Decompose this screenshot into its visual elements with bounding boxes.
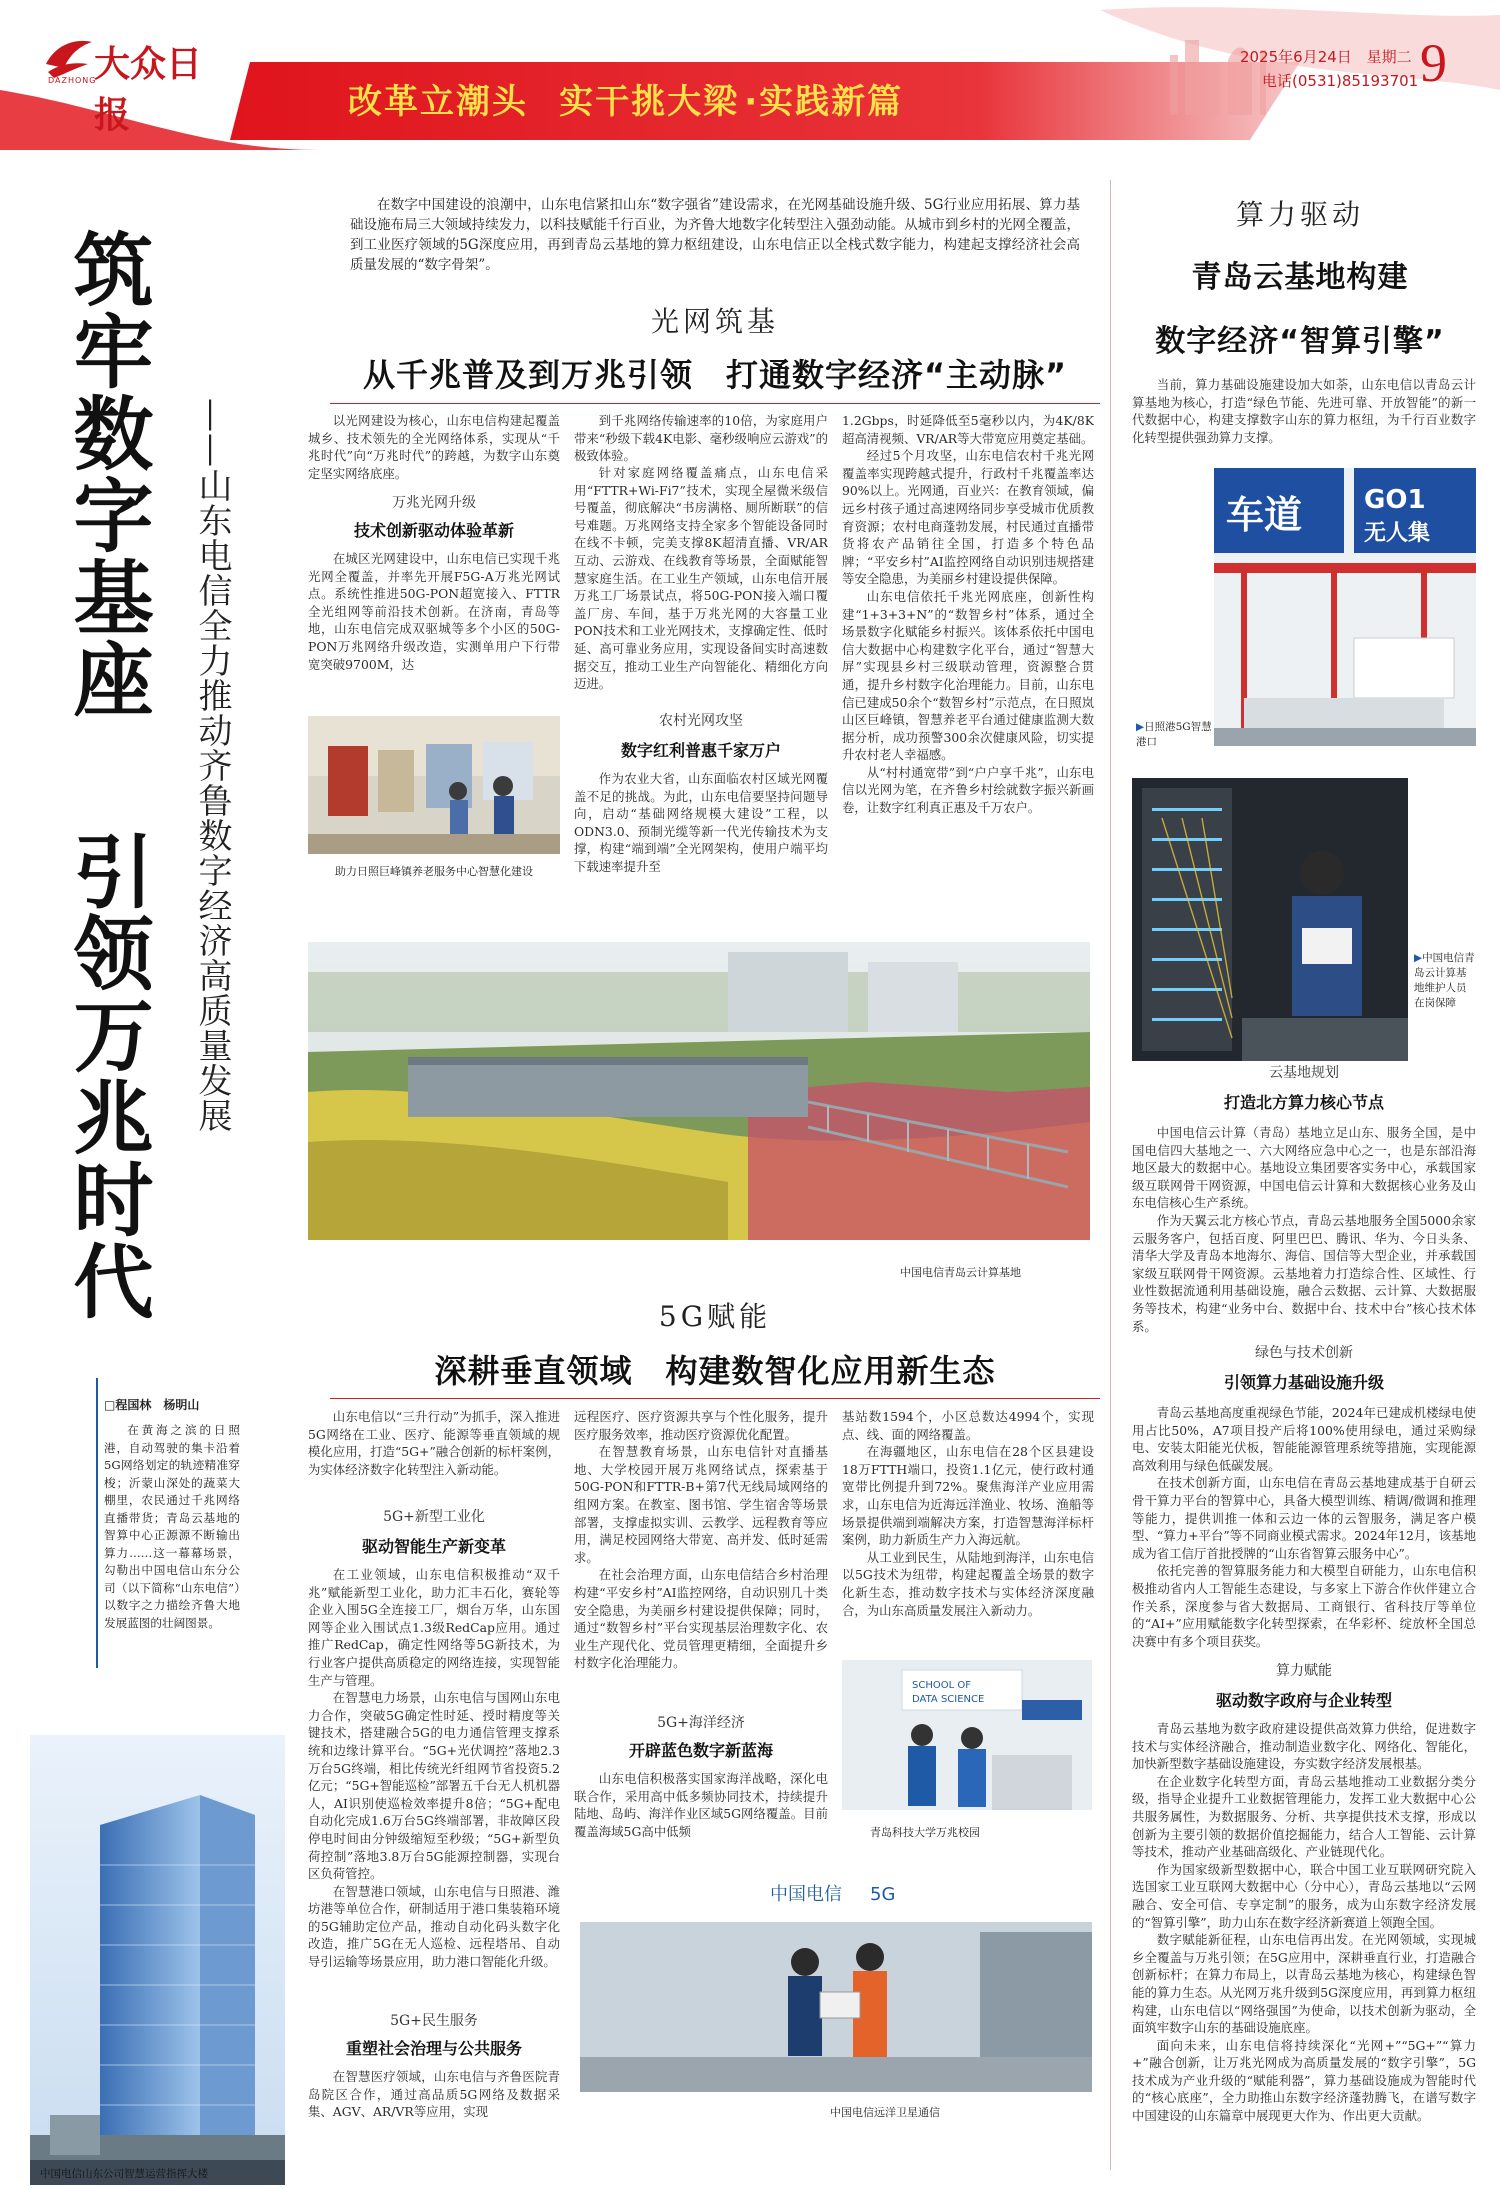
s1-para: 山东电信依托千兆光网底座，创新性构建“1+3+3+N”的“数智乡村”体系，通过全场景数字化赋能乡村振兴。该体系依托中国电信大数据中心构建数字化平台，通过“智慧大屏”实现县乡村三级联动管理，资源整合贯通，提升乡村数字化治理能力。目前，山东电信已建成50余个“数智乡村”示范点，在日照岚山区巨峰镇，智慧养老平台通过健康监测大数据分析，成功预警300余次健康风险，切实提升农村老人幸福感。 [842,588,1094,763]
caption-marker-icon: ▶ [1414,952,1423,964]
byline-authors: □程国林 杨明山 [104,1398,200,1412]
s2-sub2-kicker: 5G+海洋经济 [657,1715,745,1731]
slogan-part-b: 实干挑大梁 [559,82,740,122]
r-sub3-kicker: 算力赋能 [1276,1663,1332,1679]
slogan [348,74,904,122]
campus-photo-caption: 青岛科技大学万兆校园 [870,1826,980,1839]
port-sign-text-a: 车道 [1226,493,1303,537]
s2-col1-text-c [308,2068,560,2174]
s2-col1-text-b [308,1566,560,2006]
s2-sub1-kicker: 5G+新型工业化 [383,1509,485,1525]
s1-col1-text-b [308,550,560,710]
feature-subtitle: ——山东电信全力推动齐鲁数字经济高质量发展 [192,398,232,1133]
hq-building-caption: 中国电信山东公司智慧运营指挥大楼 [40,2168,208,2180]
ocean-brand-text: 5G [870,1884,896,1905]
right-text-a [1132,376,1476,452]
s2-para: 在海疆地区，山东电信在28个区县建设18万FTTH端口，投资1.1亿元，使行政村通宽带比例提升到72%。聚焦海洋产业应用需求，山东电信为近海远洋渔业、牧场、渔船等场景提供端到端解决方案，打造智慧海洋标杆案例，助力新质生产力入海远航。 [842,1444,1094,1548]
section2-kicker: 5G赋能 [658,1300,772,1333]
section1-rule [330,403,1100,404]
s1-sub1-kicker: 万兆光网升级 [392,495,476,511]
column-divider [1110,180,1111,2170]
photo-rizhao-port [1214,468,1476,746]
campus-sign-text: DATA SCIENCE [912,1694,985,1705]
byline-box [96,1378,244,1668]
dateline [1240,46,1412,67]
r-para: 面向未来，山东电信将持续深化“光网+”“5G+”“算力+”融合创新，让万兆光网成为高质量发展的“数字引擎”，5G技术成为产业升级的“赋能利器”，算力基础设施成为智能时代的“核心底座”，全力助推山东数字经济蓬勃腾飞，在谱写数字中国建设的山东篇章中展现更大作为、作出更大贡献。 [1132,2037,1476,2124]
right-text-c [1132,1404,1476,1654]
right-headline-line1: 青岛云基地构建 [1191,260,1409,295]
byline-lead: 在黄海之滨的日照港，自动驾驶的集卡沿着5G网络划定的轨迹精准穿梭；沂蒙山深处的蔬菜大棚里，农民通过千兆网络直播带货；青岛云基地的智算中心正源源不断输出算力……这一幕幕场景，勾勒出中国电信山东分公司（以下简称“山东电信”）以数字之力描绘齐鲁大地发展蓝图的壮阔图景。 [104,1423,240,1630]
s1-col2-text-c [574,770,828,876]
s2-para: 在智慧电力场景，山东电信与国网山东电力合作，突破5G确定性时延、授时精度等关键技术，搭建融合5G的电力通信管理支撑系统和边缘计算平台。“5G+光伏调控”落地2.3万台5G终端，相比传统光纤组网节省投资5.2亿元；“5G+智能巡检”部署五千台无人机机器人，AI识别使巡检效率提升8倍；“5G+配电自动化完成1.6万台5G终端部署，非故障区段停电时间由分钟级缩短至秒级；“5G+新型负荷控制”落地3.8万台5G能源控制器，实现台区负荷管控。 [308,1690,560,1882]
photo1-caption: 助力日照巨峰镇养老服务中心智慧化建设 [335,865,533,878]
port-caption-text: 日照港5G智慧港口 [1136,721,1212,748]
s2-para: 基站数1594个，小区总数达4994个，实现点、线、面的网络覆盖。 [842,1409,1094,1442]
r-para: 当前，算力基础设施建设加大如荼，山东电信以青岛云计算基地为核心，打造“绿色节能、先进可靠、开放智能”的新一代数据中心，构建支撑数字山东的算力枢纽，为千行百业数字化转型提供强劲算力支撑。 [1132,377,1476,445]
s2-sub2-head: 开辟蓝色数字新蓝海 [628,1741,773,1760]
logo-emblem-icon [42,34,94,80]
s2-col1-text-a [308,1408,560,1496]
s1-para: 以光网建设为核心，山东电信构建起覆盖城乡、技术领先的全光网络体系，实现从“千兆时代”向“万兆时代”的跨越，为数字山东奠定坚实网络底座。 [308,413,560,481]
s2-para: 在智慧港口领域，山东电信与日照港、潍坊港等单位合作，研制适用于港口集装箱环境的5G辅助定位产品，推动自动化码头数字化改造，推广5G在无人巡检、远程塔吊、自动导引运输等场景应用，助力港口智能化升级。 [308,1883,560,1970]
feature-title-part2: 引领万兆时代 [60,830,153,1322]
server-photo-caption [1414,951,1476,1011]
cloud-base-image [308,942,1090,1240]
s2-para: 在社会治理方面，山东电信结合乡村治理构建“平安乡村”AI监控网络，自动识别几十类安全隐患，为美丽乡村建设提供保障；同时，通过“数智乡村”平台实现基层治理数字化、农业生产现代化、党员管理更精细，全面提升乡村数字化治理能力。 [574,1567,828,1671]
section2-headline: 深耕垂直领域 构建数智化应用新生态 [434,1352,996,1390]
s2-para: 在工业领域，山东电信积极推动“双千兆”赋能新型工业化，助力汇丰石化，赛轮等企业入围5G全连接工厂，烟台万华，山东国网等企业入围试点1.3级RedCap应用。通过推广RedCap，确定性网络等5G新技术，为行业客户提供高质稳定的网络连接，实现智能生产与管理。 [308,1567,560,1688]
s2-col3-text [842,1408,1094,1660]
ocean-photo-caption: 中国电信远洋卫星通信 [830,2106,940,2119]
s2-sub3-head: 重塑社会治理与公共服务 [345,2039,522,2058]
s2-col2-text-b [574,1770,828,1840]
elderly-care-image [308,716,560,854]
feature-title-part1: 筑牢数字基座 [60,228,153,720]
s1-col2-text-a [574,412,828,464]
photo-qingdao-cloud-base [308,942,1090,1240]
campus-image [842,1660,1092,1810]
r-sub1-head: 打造北方算力核心节点 [1223,1093,1384,1112]
r-para: 中国电信云计算（青岛）基地立足山东、服务全国，是中国电信四大基地之一、六大网络应急中心之一，也是东部沿海地区最大的数据中心。基地设立集团要客实务中心，承载国家级互联网骨干网资源，中国电信云计算和大数据核心业务及山东电信核心生产系统。 [1132,1125,1476,1211]
r-para: 作为国家级新型数据中心，联合中国工业互联网研究院入选国家工业互联网大数据中心（分中心），青岛云基地以“云网融合、安全可信、专享定制”的服务，成为山东数字经济发展的“智算引擎”，助力山东在数字经济新赛道上领跑全国。 [1132,1861,1476,1930]
s1-para: 在城区光网建设中，山东电信已实现千兆光网全覆盖，并率先开展F5G-A万兆光网试点。系统性推进50G-PON超宽接入、FTTR全光组网等前沿技术创新。在济南，青岛等地，山东电信完成双驱城等多个小区的50G-PON万兆网络升级改造，实测单用户下行带宽突破9700M，达 [308,551,560,672]
port-sign-text-b: GO1 [1364,485,1426,515]
editor-phone: 电话(0531)85193701 [1262,72,1419,90]
s2-sub1-head: 驱动智能生产新变革 [361,1537,506,1556]
slogan-part-c: ·实践新篇 [744,82,904,122]
building-image [30,1735,285,2185]
port-photo-caption [1136,720,1212,750]
photo-hq-building [30,1735,285,2185]
r-para: 数字赋能新征程，山东电信再出发。在光网领域，实现城乡全覆盖与万兆引领；在5G应用中，深耕垂直行业，打造融合创新标杆；在算力布局上，以青岛云基地为核心，构建绿色智能的算力生态。从光网万兆升级到5G深度应用，再到算力枢纽构建，山东电信以“网络强国”为使命，以技术创新为驱动，全面筑牢数字山东的基础设施底座。 [1132,1932,1476,2036]
s1-sub2-kicker: 农村光网攻坚 [659,713,743,729]
server-caption-text: 中国电信青岛云计算基地维护人员在岗保障 [1414,952,1475,1009]
r-para: 作为天翼云北方核心节点，青岛云基地服务全国5000余家云服务客户，包括百度、阿里巴巴、腾讯、华为、今日头条、清华大学及青岛本地海尔、海信、国信等大型企业，并承载国家级互联网骨干网资源。云基地着力打造综合性、区域性、行业性数据流通利用基础设施，融合云数据、云计算、大数据服务等技术，构建“业务中台、数据中台、技术中台”核心技术体系。 [1132,1212,1476,1334]
r-sub2-head: 引领算力基础设施升级 [1223,1373,1384,1392]
photo-university-campus [842,1660,1092,1810]
s1-col1-text-a [308,412,560,482]
right-text-d [1132,1720,1476,2178]
masthead [0,0,1500,160]
r-sub2-kicker: 绿色与技术创新 [1255,1345,1353,1361]
photo-elderly-care-center [308,716,560,854]
s1-col2-text-b [574,464,828,698]
ocean-brand-text: 中国电信 [770,1884,842,1905]
r-para: 青岛云基地为数字政府建设提供高效算力供给，促进数字技术与实体经济融合，推动制造业数字化、网络化、智能化，加快新型数字基础设施建设，夯实数字经济发展根基。 [1132,1721,1476,1772]
logo-latin: DAZHONG [48,76,97,85]
r-sub3-head: 驱动数字政府与企业转型 [1215,1691,1392,1710]
issue-date: 2025年6月24日 [1240,48,1352,66]
feature-intro: 在数字中国建设的浪潮中，山东电信紧扣山东“数字强省”建设需求，在光网基础设施升级、5G行业应用拓展、算力基础设施布局三大领域持续发力，以科技赋能千行百业，为齐鲁大地数字化转型注入强劲动能。从城市到乡村的光网全覆盖，到工业医疗领域的5G深度应用，再到青岛云基地的算力枢纽建设，山东电信正以全栈式数字能力，构建起支撑经济社会高质量发展的“数字骨架”。 [350,197,1080,273]
s2-para: 山东电信以“三升行动”为抓手，深入推进5G网络在工业、医疗、能源等垂直领域的规模化应用，打造“5G+”融合创新的标杆案例，为实体经济数字化转型注入新动能。 [308,1409,560,1477]
right-text-b [1132,1124,1476,1334]
port-image [1214,468,1476,746]
r-sub1-kicker: 云基地规划 [1269,1065,1339,1081]
main-photo-caption: 中国电信青岛云计算基地 [900,1266,1021,1279]
section1-kicker: 光网筑基 [650,305,779,338]
right-kicker: 算力驱动 [1235,198,1364,231]
photo-server-room [1132,778,1408,1061]
s2-para: 远程医疗、医疗资源共享与个性化服务，提升医疗服务效率，推动医疗资源优化配置。 [574,1409,828,1442]
section2-rule [330,1398,1100,1399]
s1-para: 经过5个月攻坚，山东电信农村千兆光网覆盖率实现跨越式提升，行政村千兆覆盖率达90%以上。光网通，百业兴：在教育领域，偏远乡村孩子通过高速网络同步享受城市优质教育资源；农村电商蓬勃发展，村民通过直播带货将农产品销往全国，打造多个特色品牌；“平安乡村”AI监控网络自动识别违规搭建等安全隐患，为美丽乡村建设提供保障。 [842,448,1094,587]
s1-para: 针对家庭网络覆盖痛点，山东电信采用“FTTR+Wi-Fi7”技术，实现全屋微米级信号覆盖，彻底解决“书房满格、厕所断联”的信号难题。万兆网络支持全家多个智能设备同时在线不卡顿，完美支撑8K超清直播、VR/AR互动、云游戏、在线教育等场景，全面赋能智慧家庭生活。在工业生产领域，山东电信开展万兆工厂场景试点，将50G-PON接入端口覆盖厂房、车间，基于万兆光网的大容量工业PON技术和工业光网技术，支撑确定性、低时延、高可靠业务应用，实现设备间实时高速数据交互，推动工业生产向智能化、精细化方向迈进。 [574,465,828,692]
s1-sub2-head: 数字红利普惠千家万户 [620,741,781,760]
r-para: 在企业数字化转型方面，青岛云基地推动工业数据分类分级，指导企业提升工业数据管理能力，发挥工业大数据中心公共服务属性，为数据服务、分析、共享提供技术支撑，形成以创新为主要引领的数据价值挖掘能力，结合人工智能、云计算等技术，推动产业基础高级化、产业链现代化。 [1132,1773,1476,1860]
s2-para: 从工业到民生，从陆地到海洋，山东电信以5G技术为纽带，构建起覆盖全场景的数字化新生态，推动数字技术与实体经济深度融合，为山东高质量发展注入新动力。 [842,1549,1094,1618]
section1-headline: 从千兆普及到万兆引领 打通数字经济“主动脉” [362,356,1068,394]
s1-para: 作为农业大省，山东面临农村区域光网覆盖不足的挑战。为此，山东电信要坚持问题导向，启动“基础网络规模大建设”工程，以ODN3.0、预制光缆等新一代光传输技术为支撑，构建“端到端”全光网架构，使用户端平均下载速率提升至 [574,771,828,874]
right-headline-line2: 数字经济“智算引擎” [1155,324,1445,359]
s2-sub3-kicker: 5G+民生服务 [390,2013,478,2029]
s2-para: 在智慧医疗领域，山东电信与齐鲁医院青岛院区合作，通过高品质5G网络及数据采集、AGV、AR/VR等应用，实现 [308,2069,560,2120]
s1-para: 从“村村通宽带”到“户户享千兆”，山东电信以光网为笔，在齐鲁乡村绘就数字振兴新画卷，让数字红利真正惠及千万农户。 [842,764,1094,816]
photo-ocean-satellite [580,1852,1092,2092]
r-para: 青岛云基地高度重视绿色节能，2024年已建成机楼绿电使用占比50%，A7项目投产后将100%使用绿电，通过采购绿电、安装太阳能光伏板，智能能源管理系统等措施，实现能源高效利用与绿色低碳发展。 [1132,1405,1476,1473]
ocean-satellite-image [580,1852,1092,2092]
s1-para: 1.2Gbps，时延降低至5毫秒以内，为4K/8K超高清视频、VR/AR等大带宽应用奠定基础。 [842,413,1094,446]
caption-marker-icon: ▶ [1136,721,1145,733]
s2-col2-text-a [574,1408,828,1708]
slogan-part-a: 改革立潮头 [348,82,528,122]
s1-para: 到千兆网络传输速率的10倍，为家庭用户带来“秒级下载4K电影、毫秒级响应云游戏”的极致体验。 [574,413,828,464]
page-number: 9 [1420,33,1447,93]
campus-sign-text: SCHOOL OF [912,1680,971,1691]
r-para: 在技术创新方面，山东电信在青岛云基地建成基于自研云骨干算力平台的智算中心，具备大模型训练、精调/微调和推理等能力，提供训推一体和云边一体的云智服务，满足客户模型、“算力+平台”等不同商业模式需求。2024年12月，该基地成为省工信厅首批授牌的“山东省智算云服务中心”。 [1132,1475,1476,1561]
s2-para: 在智慧教育场景，山东电信针对直播基地、大学校园开展万兆网络试点，探索基于50G-PON和FTTR-B+第7代无线局域网络的组网方案。在教室、图书馆、学生宿舍等场景部署，支撑虚拟实训、云教学、远程教育等应用，满足校园网络大带宽、高并发、低时延需求。 [574,1444,828,1565]
s1-sub1-head: 技术创新驱动体验革新 [353,521,514,540]
s1-col3-text [842,412,1094,876]
port-sign-text-c: 无人集 [1364,521,1431,546]
issue-weekday: 星期二 [1366,48,1412,66]
r-para: 依托完善的智算服务能力和大模型自研能力，山东电信积极推动省内人工智能生态建设，与多家上下游合作伙伴建立合作关系，深度参与省大数据局、工商银行、省科技厅等单位的“AI+”应用赋能数字化转型探索，在华彩杯、绽放杯全国总决赛中有多个项目获奖。 [1132,1563,1476,1649]
logo-wordmark: 大众日报 [94,43,203,136]
server-room-image [1132,778,1408,1061]
s2-para: 山东电信积极落实国家海洋战略，深化电联合作，采用高中低多频协同技术，持续提升陆地、岛屿、海洋作业区域5G网络覆盖。目前覆盖海域5G高中低频 [574,1771,828,1839]
